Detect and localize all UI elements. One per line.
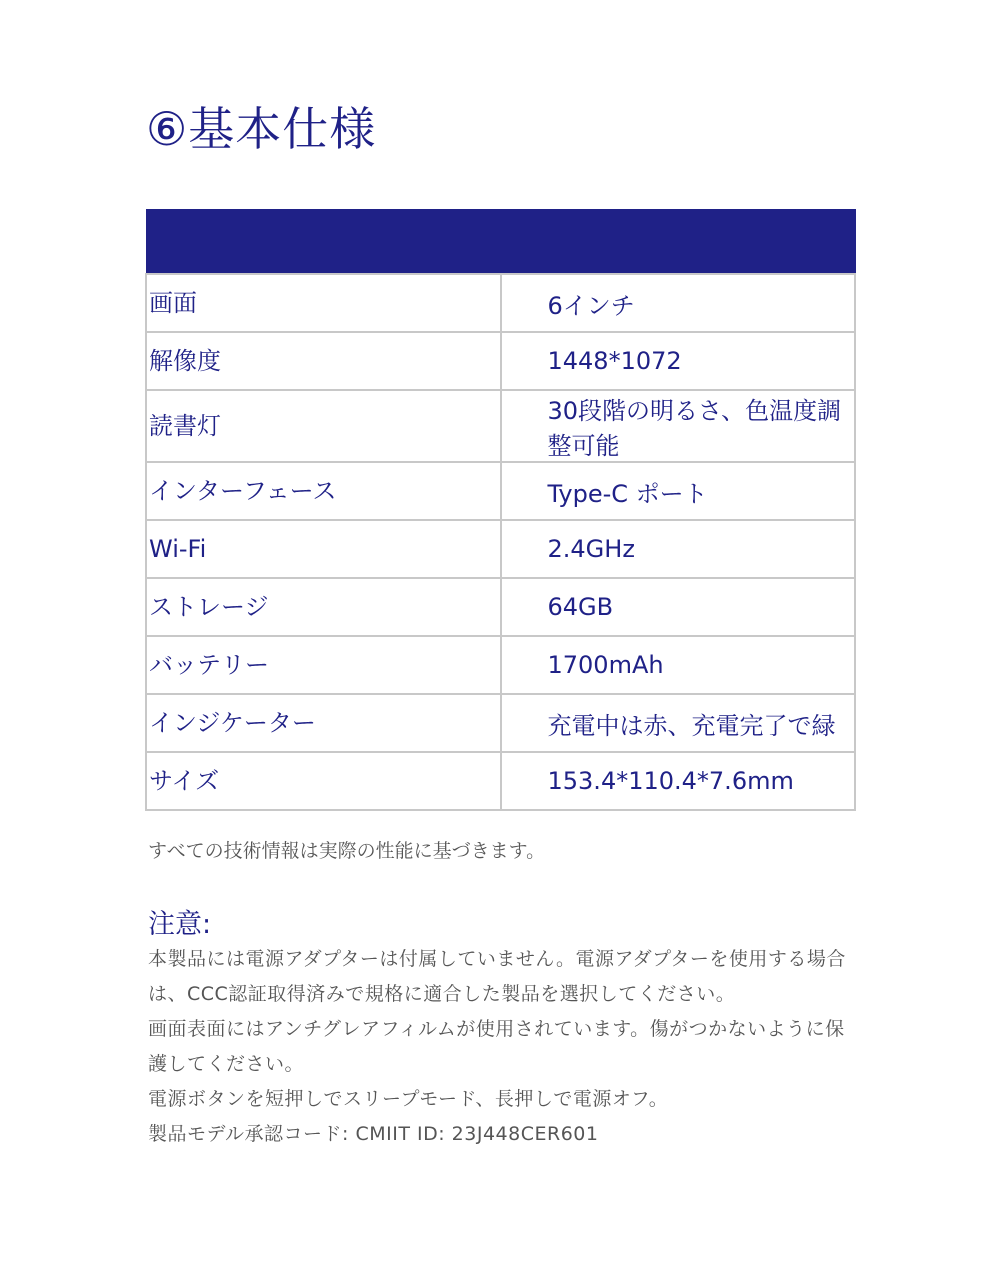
spec-label: 読書灯 (146, 390, 501, 462)
table-row (146, 752, 855, 810)
spec-value: 6インチ (501, 274, 856, 332)
spec-value: 64GB (501, 578, 856, 636)
notice-item: 本製品には電源アダプターは付属していません。電源アダプターを使用する場合は、CCC認証取得済みで規格に適合した製品を選択してください。 (148, 948, 846, 1005)
spec-table (145, 209, 856, 811)
spec-label: 画面 (146, 274, 501, 332)
table-header-row (146, 210, 855, 275)
spec-value: 153.4*110.4*7.6mm (501, 752, 856, 810)
spec-label: 解像度 (146, 332, 501, 390)
notice-list (148, 942, 860, 1152)
spec-value: 1448*1072 (501, 332, 856, 390)
spec-label: Wi-Fi (146, 520, 501, 578)
spec-value: 2.4GHz (501, 520, 856, 578)
spec-value: 30段階の明るさ、色温度調整可能 (501, 390, 856, 462)
notice-item: 画面表面にはアンチグレアフィルムが使用されています。傷がつかないように保護してください。 (148, 1018, 845, 1075)
table-row (146, 694, 855, 752)
spec-label: バッテリー (146, 636, 501, 694)
spec-value: Type-C ポート (501, 462, 856, 520)
table-row (146, 390, 855, 462)
notice-item: 電源ボタンを短押しでスリープモード、長押しで電源オフ。 (148, 1088, 669, 1110)
notice-item: 製品モデル承認コード: CMIIT ID: 23J448CER601 (148, 1123, 599, 1145)
spec-label: インターフェース (146, 462, 501, 520)
spec-footnote: すべての技術情報は実際の性能に基づきます。 (148, 840, 546, 862)
table-row (146, 462, 855, 520)
table-row (146, 520, 855, 578)
spec-value: 1700mAh (501, 636, 856, 694)
table-header-band (146, 210, 855, 275)
table-row (146, 636, 855, 694)
table-row (146, 578, 855, 636)
spec-label: ストレージ (146, 578, 501, 636)
table-row (146, 274, 855, 332)
notice-heading: 注意: (148, 909, 212, 940)
spec-label: インジケーター (146, 694, 501, 752)
spec-value: 充電中は赤、充電完了で緑 (501, 694, 856, 752)
page-title: ⑥基本仕様 (146, 102, 377, 156)
spec-label: サイズ (146, 752, 501, 810)
table-row (146, 332, 855, 390)
